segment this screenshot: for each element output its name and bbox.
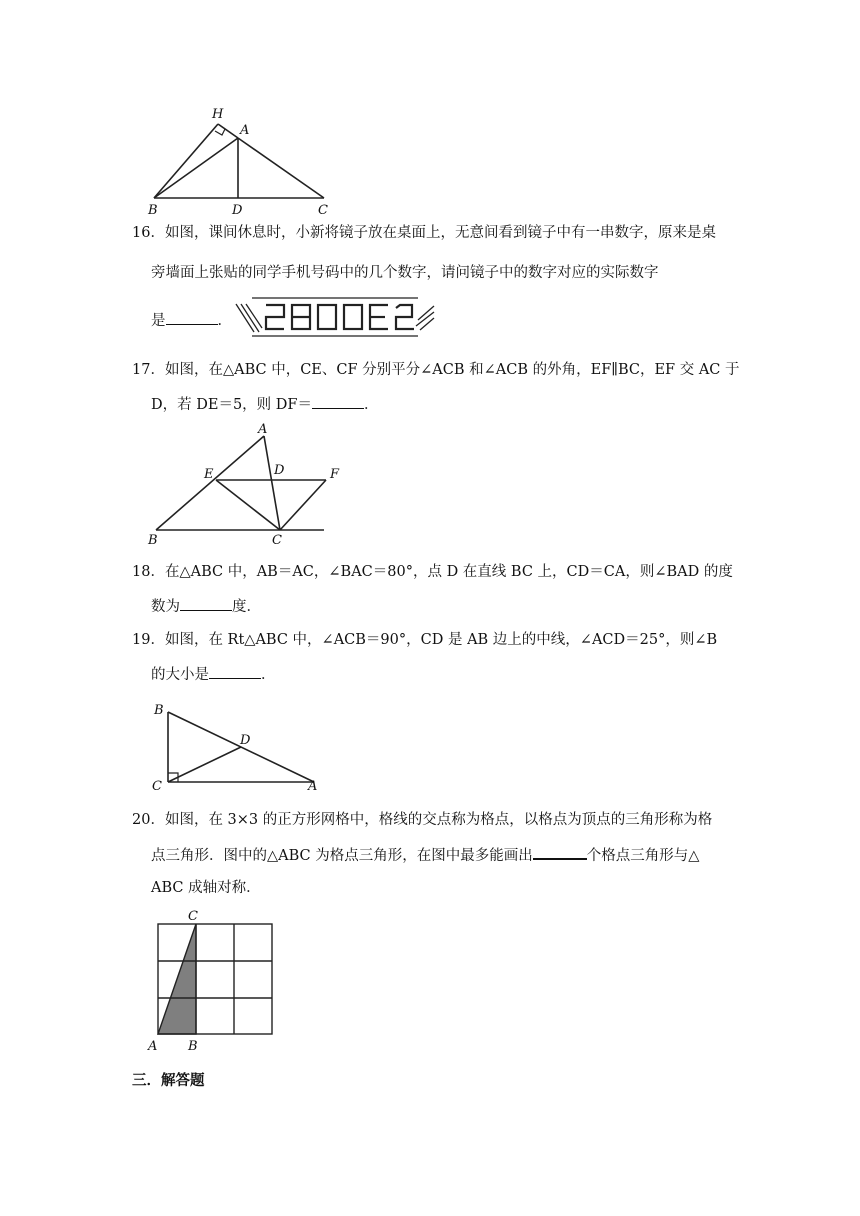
label-d: D <box>232 203 243 216</box>
label-h: H <box>212 107 224 122</box>
label-a: A <box>148 1039 158 1054</box>
label-d: D <box>274 463 285 478</box>
section-heading: 三．解答题 <box>132 1073 205 1089</box>
segment-cd <box>168 747 241 782</box>
figure-q15 <box>146 104 336 216</box>
segment-ac <box>264 436 280 530</box>
figure-q20-grid <box>144 908 274 1054</box>
q20-prefix: 点三角形．图中的△ABC 为格点三角形，在图中最多能画出 <box>151 848 533 864</box>
segment-ba <box>154 138 238 198</box>
q18-line1: 18．在△ABC 中，AB＝AC，∠BAC＝80°，点 D 在直线 BC 上，CD＝CA，则∠BAD 的度 <box>132 564 733 580</box>
q17-prefix: D，若 DE＝5，则 DF＝ <box>151 397 312 413</box>
label-b: B <box>148 533 158 548</box>
q18-line2 <box>151 596 261 617</box>
segment-ba <box>156 436 264 530</box>
segment-ec <box>216 480 280 530</box>
q16-line1: 16．如图，课间休息时，小新将镜子放在桌面上，无意间看到镜子中有一串数字，原来是桌 <box>132 225 716 241</box>
figure-q19 <box>148 698 324 794</box>
q19-prefix: 的大小是 <box>151 667 209 683</box>
right-angle-mark <box>215 129 225 135</box>
q20-line3: ABC 成轴对称． <box>151 880 261 896</box>
q18-answer-blank[interactable] <box>180 596 232 611</box>
label-e: E <box>204 467 214 482</box>
label-b: B <box>188 1039 198 1054</box>
label-c: C <box>272 533 282 548</box>
q19-line2 <box>151 664 276 685</box>
q20-line2 <box>151 844 699 866</box>
label-c: C <box>152 779 162 794</box>
segment-ac <box>238 138 324 198</box>
q19-answer-blank[interactable] <box>209 664 261 679</box>
triangle-abc <box>158 924 196 1034</box>
figure-q17 <box>144 422 344 548</box>
q16-suffix: ． <box>217 313 232 329</box>
q20-suffix: 个格点三角形与△ <box>586 848 700 864</box>
q17-suffix: ． <box>363 397 379 413</box>
label-c: C <box>188 909 198 924</box>
q17-line1: 17．如图，在△ABC 中，CE、CF 分别平分∠ACB 和∠ACB 的外角，EF∥BC，EF 交 AC 于 <box>132 362 740 378</box>
label-d: D <box>240 733 251 748</box>
q16-line2: 旁墙面上张贴的同学手机号码中的几个数字，请问镜子中的数字对应的实际数字 <box>151 265 659 281</box>
label-a: A <box>258 422 268 437</box>
mirror-digits-figure <box>232 294 438 340</box>
segment-bh <box>154 124 218 198</box>
label-b: B <box>148 203 158 216</box>
label-a: A <box>308 779 318 794</box>
q20-answer-blank[interactable] <box>533 844 587 860</box>
q20-line1: 20．如图，在 3×3 的正方形网格中，格线的交点称为格点，以格点为顶点的三角形称为格 <box>132 812 713 828</box>
q19-line1: 19．如图，在 Rt△ABC 中，∠ACB＝90°，CD 是 AB 边上的中线，∠ACD＝25°，则∠B <box>132 632 718 648</box>
q18-suffix: 度． <box>232 599 261 615</box>
q16-prefix: 是 <box>151 313 166 329</box>
q17-answer-blank[interactable] <box>312 394 364 409</box>
q18-prefix: 数为 <box>151 599 180 615</box>
q17-line2 <box>151 394 378 415</box>
q19-suffix: ． <box>261 667 276 683</box>
segment-ha <box>218 124 238 138</box>
label-f: F <box>330 467 340 482</box>
label-a: A <box>240 123 250 138</box>
label-b: B <box>154 703 164 718</box>
label-c: C <box>318 203 328 216</box>
segment-cf <box>280 480 326 530</box>
q16-answer-blank[interactable] <box>166 310 218 325</box>
q16-line3 <box>151 310 232 331</box>
